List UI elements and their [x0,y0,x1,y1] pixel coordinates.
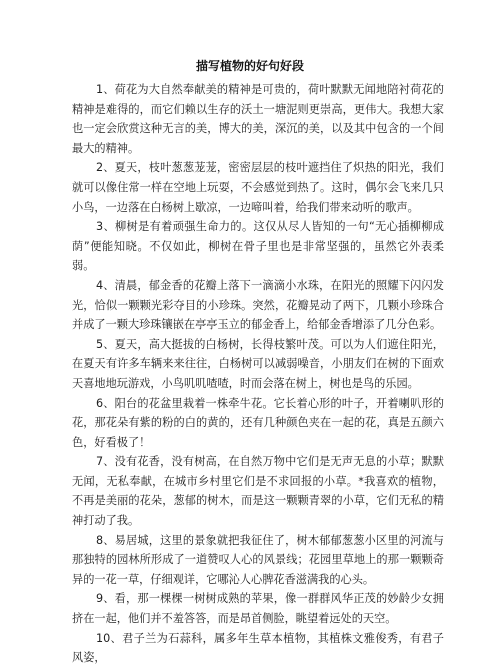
paragraph-6: 6、阳台的花盆里栽着一株牵牛花。它长着心形的叶子，开着喇叭形的花，那花朵有紫的粉的白的黄的，还有几种颜色夹在一起的花，真是五颜六色，好看极了！ [72,396,444,449]
paragraph-2: 2、夏天，枝叶葱葱茏茏，密密层层的枝叶遮挡住了炽热的阳光，我们就可以像住常一样在空地上玩耍，不会感觉到热了。这时，偶尔会飞来几只小鸟，一边落在白杨树上歇凉，一边啼叫着，给我们带来动听的歌声。 [72,161,444,214]
paragraph-10: 10、君子兰为石蒜科，属多年生草本植物，其植株文雅俊秀，有君子风姿， [72,631,444,665]
paragraph-9: 9、看，那一棵棵一树树成熟的苹果，像一群群风华正茂的妙龄少女拥挤在一起，他们并不羞答答，而是昂首侧脸，眺望着远处的天空。 [72,592,444,626]
document-body [72,80,444,668]
paragraph-7: 7、没有花香，没有树高，在自然万物中它们是无声无息的小草；默默无闻，无私奉献，在城市乡村里它们是不求回报的小草。*我喜欢的植物，不再是美丽的花朵，葱郁的树木，而是这一颗颗青翠的小草，它们无私的精神打动了我。 [72,455,444,528]
paragraph-1: 1、荷花为大自然奉献美的精神是可贵的，荷叶默默无闻地陪衬荷花的精神是难得的，而它们赖以生存的沃土一塘泥则更崇高，更伟大。我想大家也一定会欣赏这种无言的美，博大的美，深沉的美，以及其中包含的一个间最大的精神。 [72,83,444,155]
paragraph-8: 8、易居城，这里的景象就把我征住了，树木郁郁葱葱小区里的河流与那独特的园林所形成了一道赞叹人心的风景线；花园里草地上的那一颗颗奇异的一花一草，仔细观详，它哪沁人心脾花香滋满我的心头。 [72,533,444,586]
paragraph-3: 3、柳树是有着顽强生命力的。这仅从尽人皆知的一句“无心插柳柳成荫”便能知晓。不仅如此，柳树在骨子里也是非常坚强的，虽然它外表柔弱。 [72,220,444,273]
paragraph-4: 4、清晨，郁金香的花瓣上落下一滴滴小水珠，在阳光的照耀下闪闪发光，恰似一颗颗光彩夺目的小珍珠。突然，花瓣晃动了两下，几颗小珍珠合并成了一颗大珍珠镶嵌在亭亭玉立的郁金香上，给郁金香增添了几分色彩。 [72,278,444,332]
paragraph-5: 5、夏天，高大挺拔的白杨树，长得枝繁叶茂。可以为人们遮住阳光，在夏天有许多车辆来来往往，白杨树可以减弱噪音，小朋友们在树的下面欢天喜地地玩游戏，小鸟叽叽喳喳，时而会落在树上，树也是鸟的乐园。 [72,337,444,390]
document-title: 描写植物的好句好段 [195,59,304,73]
